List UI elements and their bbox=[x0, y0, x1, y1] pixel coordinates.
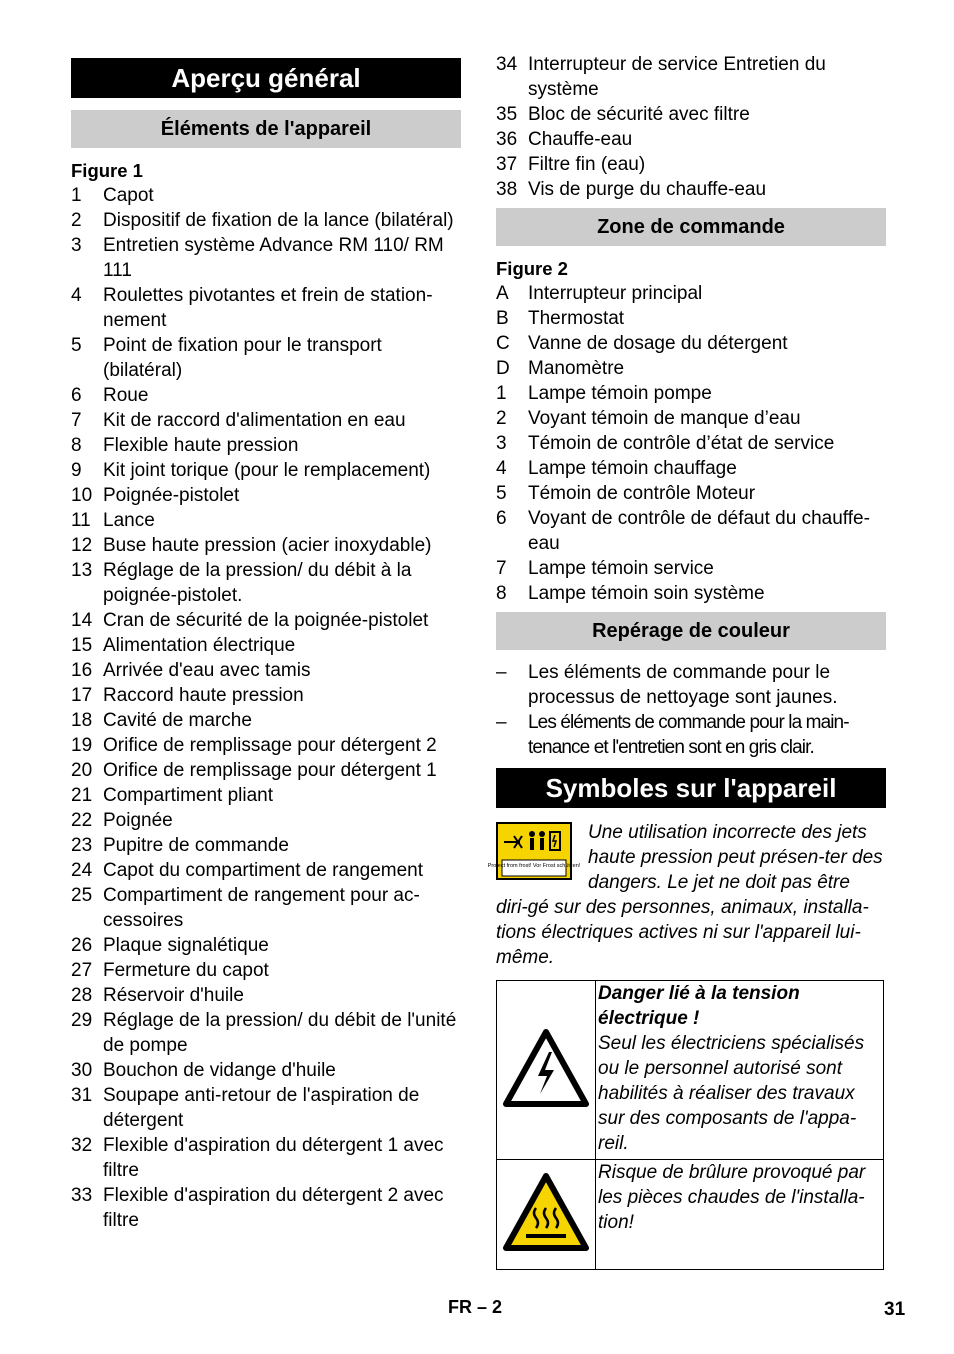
list-item: 13 Réglage de la pression/ du débit à la poignée-pistolet. bbox=[71, 560, 412, 606]
list-item: 35 Bloc de sécurité avec filtre bbox=[496, 104, 750, 125]
hazard-row-electric bbox=[497, 981, 884, 1160]
list-item: 6 Voyant de contrôle de défaut du chauffe-eau bbox=[496, 508, 870, 554]
list-item: 11 Lance bbox=[71, 510, 155, 531]
list-item: 17 Raccord haute pression bbox=[71, 685, 304, 706]
list-item: 25 Compartiment de rangement pour ac-cessoires bbox=[71, 885, 420, 931]
list-item: 19 Orifice de remplissage pour détergent 2 bbox=[71, 735, 437, 756]
list-item: 31 Soupape anti-retour de l'aspiration de détergent bbox=[71, 1085, 420, 1131]
elements-list-continued bbox=[496, 52, 886, 202]
list-item: – Les éléments de commande pour la main-tenance et l'entretien sont en gris clair. bbox=[496, 712, 849, 758]
list-item: 7 Lampe témoin service bbox=[496, 558, 714, 579]
list-item: 27 Fermeture du capot bbox=[71, 960, 269, 981]
list-item: 12 Buse haute pression (acier inoxydable) bbox=[71, 535, 432, 556]
list-item: 9 Kit joint torique (pour le remplacement) bbox=[71, 460, 431, 481]
list-item: 3 Entretien système Advance RM 110/ RM 111 bbox=[71, 235, 444, 281]
hazard-text-electric bbox=[596, 981, 884, 1160]
list-item: 21 Compartiment pliant bbox=[71, 785, 274, 806]
jet-warning bbox=[487, 820, 886, 970]
list-item: 5 Témoin de contrôle Moteur bbox=[496, 483, 756, 504]
list-item: 3 Témoin de contrôle d’état de service bbox=[496, 433, 835, 454]
list-item: 7 Kit de raccord d'alimentation en eau bbox=[71, 410, 406, 431]
color-coding-list bbox=[496, 660, 886, 760]
list-item: 8 Flexible haute pression bbox=[71, 435, 299, 456]
list-item: A Interrupteur principal bbox=[496, 283, 703, 304]
list-item: 29 Réglage de la pression/ du débit de l'unité de pompe bbox=[71, 1010, 457, 1056]
list-item: 6 Roue bbox=[71, 385, 149, 406]
control-zone-list bbox=[496, 281, 886, 606]
list-item: 16 Arrivée d'eau avec tamis bbox=[71, 660, 311, 681]
list-item: 8 Lampe témoin soin système bbox=[496, 583, 765, 604]
list-item: 1 Capot bbox=[71, 185, 154, 206]
subsection-title-control-zone: Zone de commande bbox=[496, 208, 886, 246]
list-item: 33 Flexible d'aspiration du détergent 2 avec filtre bbox=[71, 1185, 444, 1231]
list-item: B Thermostat bbox=[496, 308, 625, 329]
list-item: 2 Voyant témoin de manque d’eau bbox=[496, 408, 801, 429]
list-item: 28 Réservoir d'huile bbox=[71, 985, 244, 1006]
high-pressure-warning-label-icon bbox=[487, 822, 581, 880]
list-item: C Vanne de dosage du détergent bbox=[496, 333, 788, 354]
electric-voltage-warning-icon bbox=[502, 1028, 590, 1108]
list-item: 22 Poignée bbox=[71, 810, 173, 831]
list-item: D Manomètre bbox=[496, 358, 625, 379]
elements-list bbox=[71, 183, 461, 1233]
page-number: 31 bbox=[884, 1299, 906, 1320]
right-column bbox=[487, 52, 886, 1270]
list-item: 30 Bouchon de vidange d'huile bbox=[71, 1060, 336, 1081]
list-item: 38 Vis de purge du chauffe-eau bbox=[496, 179, 767, 200]
list-item: 23 Pupitre de commande bbox=[71, 835, 289, 856]
section-title-symbols: Symboles sur l'appareil bbox=[496, 768, 886, 808]
list-item: 10 Poignée-pistolet bbox=[71, 485, 240, 506]
frost-label-text: Protect from frost! Vor Frost schützen! bbox=[487, 863, 581, 869]
hazard-description-hot-surface: Risque de brûlure provoqué par les pièces chaudes de l'installa-tion! bbox=[598, 1162, 866, 1233]
list-item: 36 Chauffe-eau bbox=[496, 129, 633, 150]
hazard-description-electric: Seul les électriciens spécialisés ou le personnel autorisé sont habilités à réaliser des travaux sur des composants de l'appa-reil. bbox=[598, 1033, 865, 1154]
hazard-text-hot-surface bbox=[596, 1160, 884, 1270]
list-item: 26 Plaque signalétique bbox=[71, 935, 269, 956]
jet-warning-text: Une utilisation incorrecte des jets haute pression peut présen-ter des dangers. Le jet ne doit pas être diri-gé sur des personnes, animaux, installa-tions électriques actives ni sur l'appareil lui-même. bbox=[496, 822, 883, 968]
hazard-row-hot-surface bbox=[497, 1160, 884, 1270]
list-item: 37 Filtre fin (eau) bbox=[496, 154, 646, 175]
subsection-title-elements: Éléments de l'appareil bbox=[71, 110, 461, 148]
hazard-table bbox=[496, 980, 884, 1270]
figure-label-1: Figure 1 bbox=[71, 160, 143, 181]
list-item: 5 Point de fixation pour le transport (bilatéral) bbox=[71, 335, 382, 381]
list-item: 18 Cavité de marche bbox=[71, 710, 252, 731]
hazard-title-electric: Danger lié à la tension électrique ! bbox=[598, 983, 800, 1029]
hazard-icon-cell bbox=[497, 981, 596, 1160]
footer-language-page: FR – 2 bbox=[448, 1297, 503, 1317]
list-item: 32 Flexible d'aspiration du détergent 1 avec filtre bbox=[71, 1135, 444, 1181]
list-item: 2 Dispositif de fixation de la lance (bilatéral) bbox=[71, 210, 454, 231]
high-pressure-pictogram-icon bbox=[487, 824, 581, 878]
list-item: 20 Orifice de remplissage pour détergent 1 bbox=[71, 760, 437, 781]
section-title-overview: Aperçu général bbox=[71, 58, 461, 98]
list-item: 4 Roulettes pivotantes et frein de station-nement bbox=[71, 285, 433, 331]
subsection-title-color-coding: Repérage de couleur bbox=[496, 612, 886, 650]
list-item: 1 Lampe témoin pompe bbox=[496, 383, 712, 404]
list-item: 4 Lampe témoin chauffage bbox=[496, 458, 737, 479]
list-item: – Les éléments de commande pour le processus de nettoyage sont jaunes. bbox=[496, 662, 838, 708]
hot-surface-warning-icon bbox=[502, 1172, 590, 1252]
left-column bbox=[71, 52, 461, 1233]
list-item: 15 Alimentation électrique bbox=[71, 635, 296, 656]
list-item: 34 Interrupteur de service Entretien du système bbox=[496, 54, 826, 100]
hazard-icon-cell bbox=[497, 1160, 596, 1270]
figure-label-2: Figure 2 bbox=[496, 258, 568, 279]
list-item: 14 Cran de sécurité de la poignée-pistolet bbox=[71, 610, 429, 631]
list-item: 24 Capot du compartiment de rangement bbox=[71, 860, 424, 881]
